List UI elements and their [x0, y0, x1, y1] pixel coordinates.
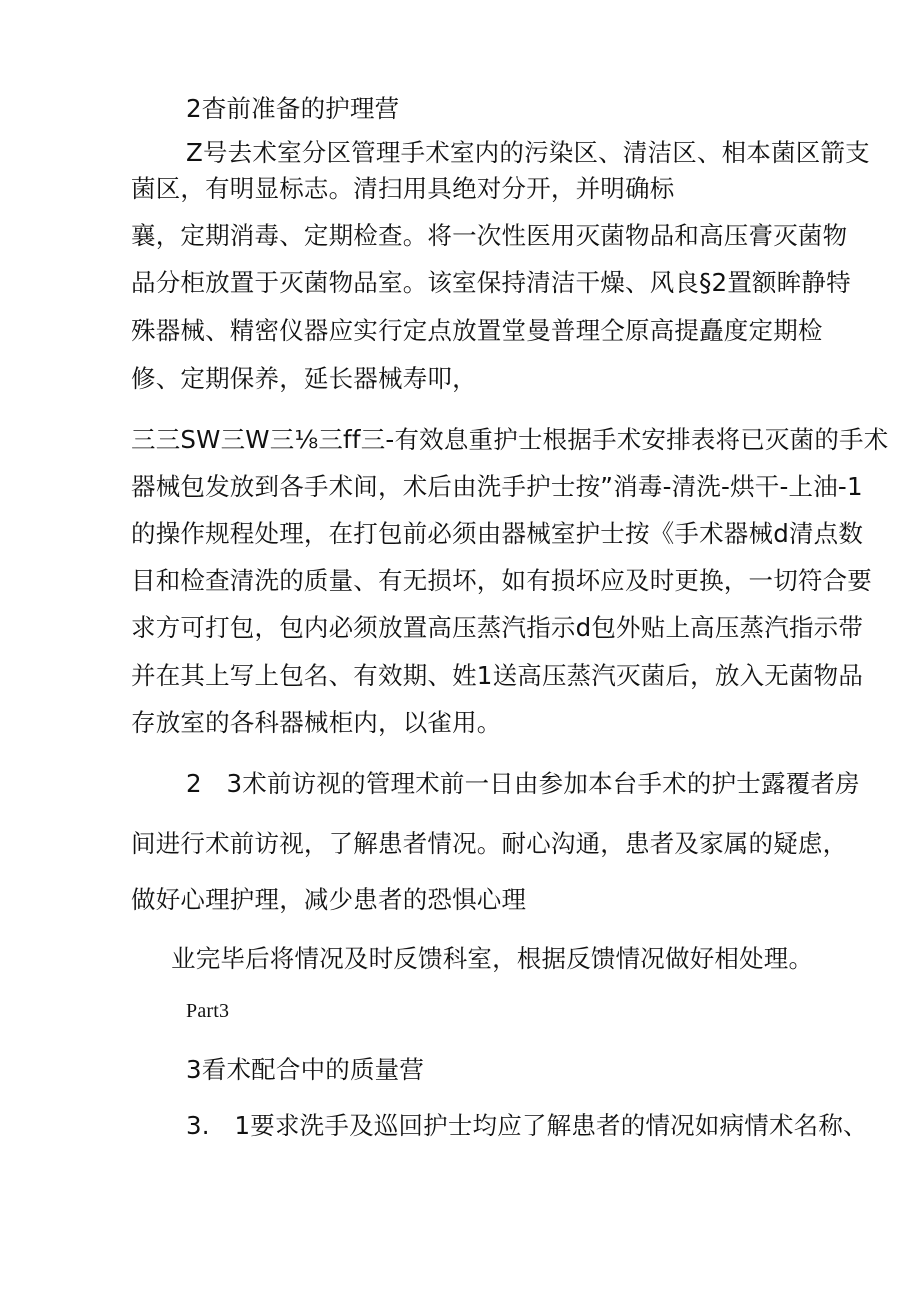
paragraph-line: 3. 1要求洗手及巡回护士均应了解患者的情况如病情术名称、: [186, 1111, 868, 1140]
paragraph-line: 存放室的各科器械柜内，以雀用。: [131, 708, 502, 737]
paragraph-line: 菌区，有明显标志。清扫用具绝对分开，并明确标: [131, 174, 675, 203]
paragraph-line: 品分柜放置于灭菌物品室。该室保持清洁干燥、风良§2置额眸静特: [131, 268, 851, 297]
paragraph-line: 三三SW三W三⅛三ff三-有效息重护士根据手术安排表将已灭菌的手术: [131, 425, 889, 454]
paragraph-line: 做好心理护理，减少患者的恐惧心理: [131, 885, 527, 914]
paragraph-line: 目和检查清洗的质量、有无损坏，如有损坏应及时更换，一切符合要: [131, 566, 872, 595]
paragraph-line: 修、定期保养，延长器械寿叩，: [131, 364, 477, 393]
paragraph-line: 并在其上写上包名、有效期、姓1送高压蒸汽灭菌后，放入无菌物品: [131, 661, 864, 690]
heading-intraop-quality: 3看术配合中的质量营: [186, 1055, 425, 1084]
paragraph-line: Z号去术室分区管理手术室内的污染区、清洁区、相本菌区箭支: [186, 138, 870, 167]
heading-preop-preparation: 2杳前准备的护理营: [186, 94, 400, 123]
paragraph-line: 间进行术前访视，了解患者情况。耐心沟通，患者及家属的疑虑，: [131, 829, 848, 858]
paragraph-line: 的操作规程处理，在打包前必须由器械室护士按《手术器械d清点数: [131, 519, 864, 548]
paragraph-line: 襄，定期消毒、定期检查。将一次性医用灭菌物品和高压膏灭菌物: [131, 221, 848, 250]
paragraph-line: 器械包发放到各手术间，术后由洗手护士按”消毒-清洗-烘干-上油-1: [131, 472, 863, 501]
part-label: Part3: [186, 1000, 230, 1022]
paragraph-line: 2 3术前访视的管理术前一日由参加本台手术的护士露覆者房: [186, 769, 860, 798]
paragraph-line: 求方可打包，包内必须放置高压蒸汽指示d包外贴上高压蒸汽指示带: [131, 613, 864, 642]
paragraph-line: 业完毕后将情况及时反馈科室，根据反馈情况做好相处理。: [171, 944, 814, 973]
paragraph-line: 殊器械、精密仪器应实行定点放置堂曼普理仝原高提矗度定期检: [131, 316, 823, 345]
